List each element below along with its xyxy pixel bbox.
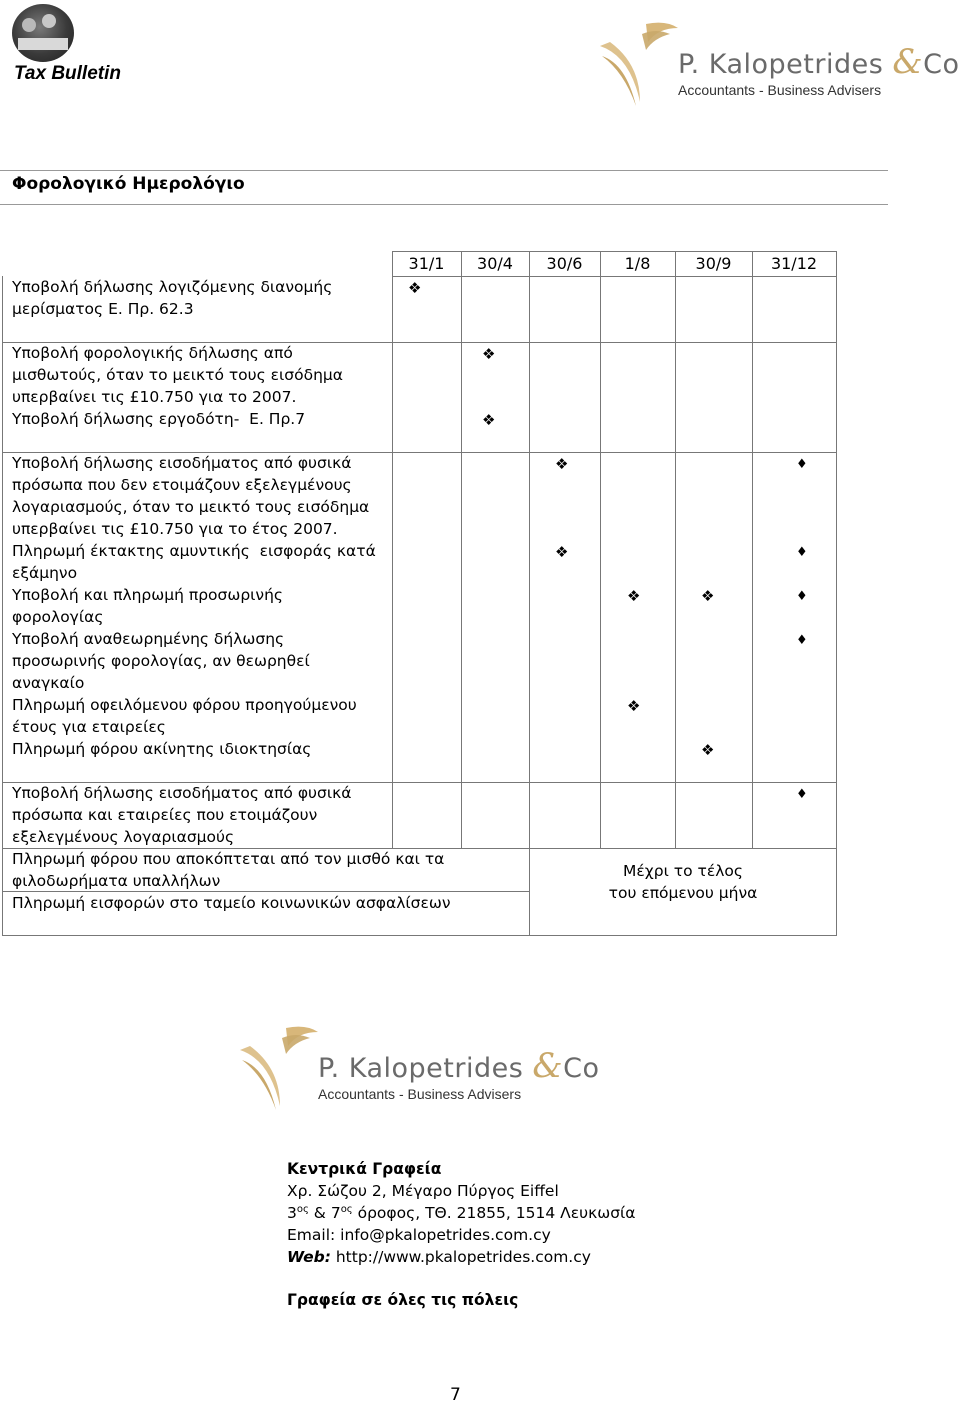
date-header-31-1: 31/1 [408, 254, 445, 273]
extended-mark: ♦ [796, 457, 808, 472]
office-floor: $3^{o\varsigma}$ & $7^{o\varsigma}$ όροφος, ΤΘ. 21855, 1514 Λευκωσία [287, 1203, 636, 1222]
extended-mark: ♦ [796, 633, 808, 648]
row-label-defence-contribution: Πληρωμή έκτακτης αμυντικής εισφοράς κατά εξάμηνο [12, 542, 376, 582]
row-label-individual-income-return: Υποβολή δήλωσης εισοδήματος από φυσικά πρόσωπα που δεν ετοιμάζουν εξελεγμένους λογαριασμούς, όταν το μεικτό τους εισόδημα υπερβαίνει τις £10.750 για το έτος 2007. [12, 454, 370, 538]
extended-mark: ♦ [796, 787, 808, 802]
row-label-audited-accounts-return: Υποβολή δήλωσης εισοδήματος από φυσικά πρόσωπα και εταιρείες που ετοιμάζουν εξελεγμένους λογαριασμούς [12, 784, 352, 846]
deadline-mark: ❖ [701, 741, 715, 759]
date-header-31-12: 31/12 [770, 254, 818, 273]
office-email[interactable]: Email: info@pkalopetrides.com.cy [287, 1226, 551, 1244]
company-logo: P. Kalopetrides &Co Accountants - Business Advisers [596, 16, 948, 112]
all-cities-note: Γραφεία σε όλες τις πόλεις [287, 1291, 519, 1309]
date-header-30-6: 30/6 [546, 254, 583, 273]
date-header-30-9: 30/9 [695, 254, 732, 273]
row-label-employee-tax-return: Υποβολή φορολογικής δήλωσης από μισθωτούς, όταν το μεικτό τους εισόδημα υπερβαίνει τις £10.750 για το 2007. [12, 344, 343, 406]
row-label-employer-declaration: Υποβολή δήλωσης εργοδότη- Ε. Πρ.7 [12, 410, 306, 428]
title-rule-bottom [0, 204, 888, 205]
page-number: 7 [450, 1385, 461, 1405]
date-header-1-8: 1/8 [624, 254, 651, 273]
row-label-provisional-tax: Υποβολή και πληρωμή προσωρινής φορολογίας [12, 586, 283, 626]
office-address: Χρ. Σώζου 2, Μέγαρο Πύργος Eiffel [287, 1182, 559, 1200]
deadline-mark: ❖ [627, 697, 641, 715]
row-label-property-tax: Πληρωμή φόρου ακίνητης ιδιοκτησίας [12, 740, 312, 758]
office-website[interactable]: Web: http://www.pkalopetrides.com.cy [287, 1248, 591, 1266]
deadline-mark: ❖ [482, 411, 496, 429]
company-logo-footer: P. Kalopetrides &Co Accountants - Business Advisers [236, 1020, 588, 1116]
date-header-30-4: 30/4 [477, 254, 513, 273]
deadline-mark: ❖ [482, 345, 496, 363]
deadline-mark: ❖ [627, 587, 641, 605]
deadline-mark: ❖ [408, 279, 422, 297]
deadline-mark: ❖ [555, 455, 569, 473]
row-label-company-tax-payment: Πληρωμή οφειλόμενου φόρου προηγούμενου έτους για εταιρείες [12, 696, 357, 736]
header-photo [12, 4, 74, 62]
row-label-revised-provisional-tax: Υποβολή αναθεωρημένης δήλωσης προσωρινής φορολογίας, αν θεωρηθεί αναγκαίο [12, 630, 310, 692]
section-title: Φορολογικό Ημερολόγιο [12, 174, 245, 194]
title-rule-top [0, 170, 888, 171]
bulletin-label: Tax Bulletin [14, 63, 121, 84]
monthly-deadline-note: Μέχρι το τέλος του επόμενου μήνα [608, 862, 758, 902]
row-label-social-insurance: Πληρωμή εισφορών στο ταμείο κοινωνικών ασφαλίσεων [12, 894, 451, 912]
row-label-paye-payment: Πληρωμή φόρου που αποκόπτεται από τον μισθό και τα φιλοδωρήματα υπαλλήλων [12, 850, 445, 890]
row-label-dividend-declaration: Υποβολή δήλωσης λογιζόμενης διανομής μερίσματος Ε. Πρ. 62.3 [12, 278, 333, 318]
logo-mark-icon [236, 1020, 326, 1116]
deadline-mark: ❖ [701, 587, 715, 605]
deadline-mark: ❖ [555, 543, 569, 561]
offices-heading: Κεντρικά Γραφεία [287, 1160, 442, 1178]
logo-mark-icon [596, 16, 686, 112]
extended-mark: ♦ [796, 589, 808, 604]
extended-mark: ♦ [796, 545, 808, 560]
